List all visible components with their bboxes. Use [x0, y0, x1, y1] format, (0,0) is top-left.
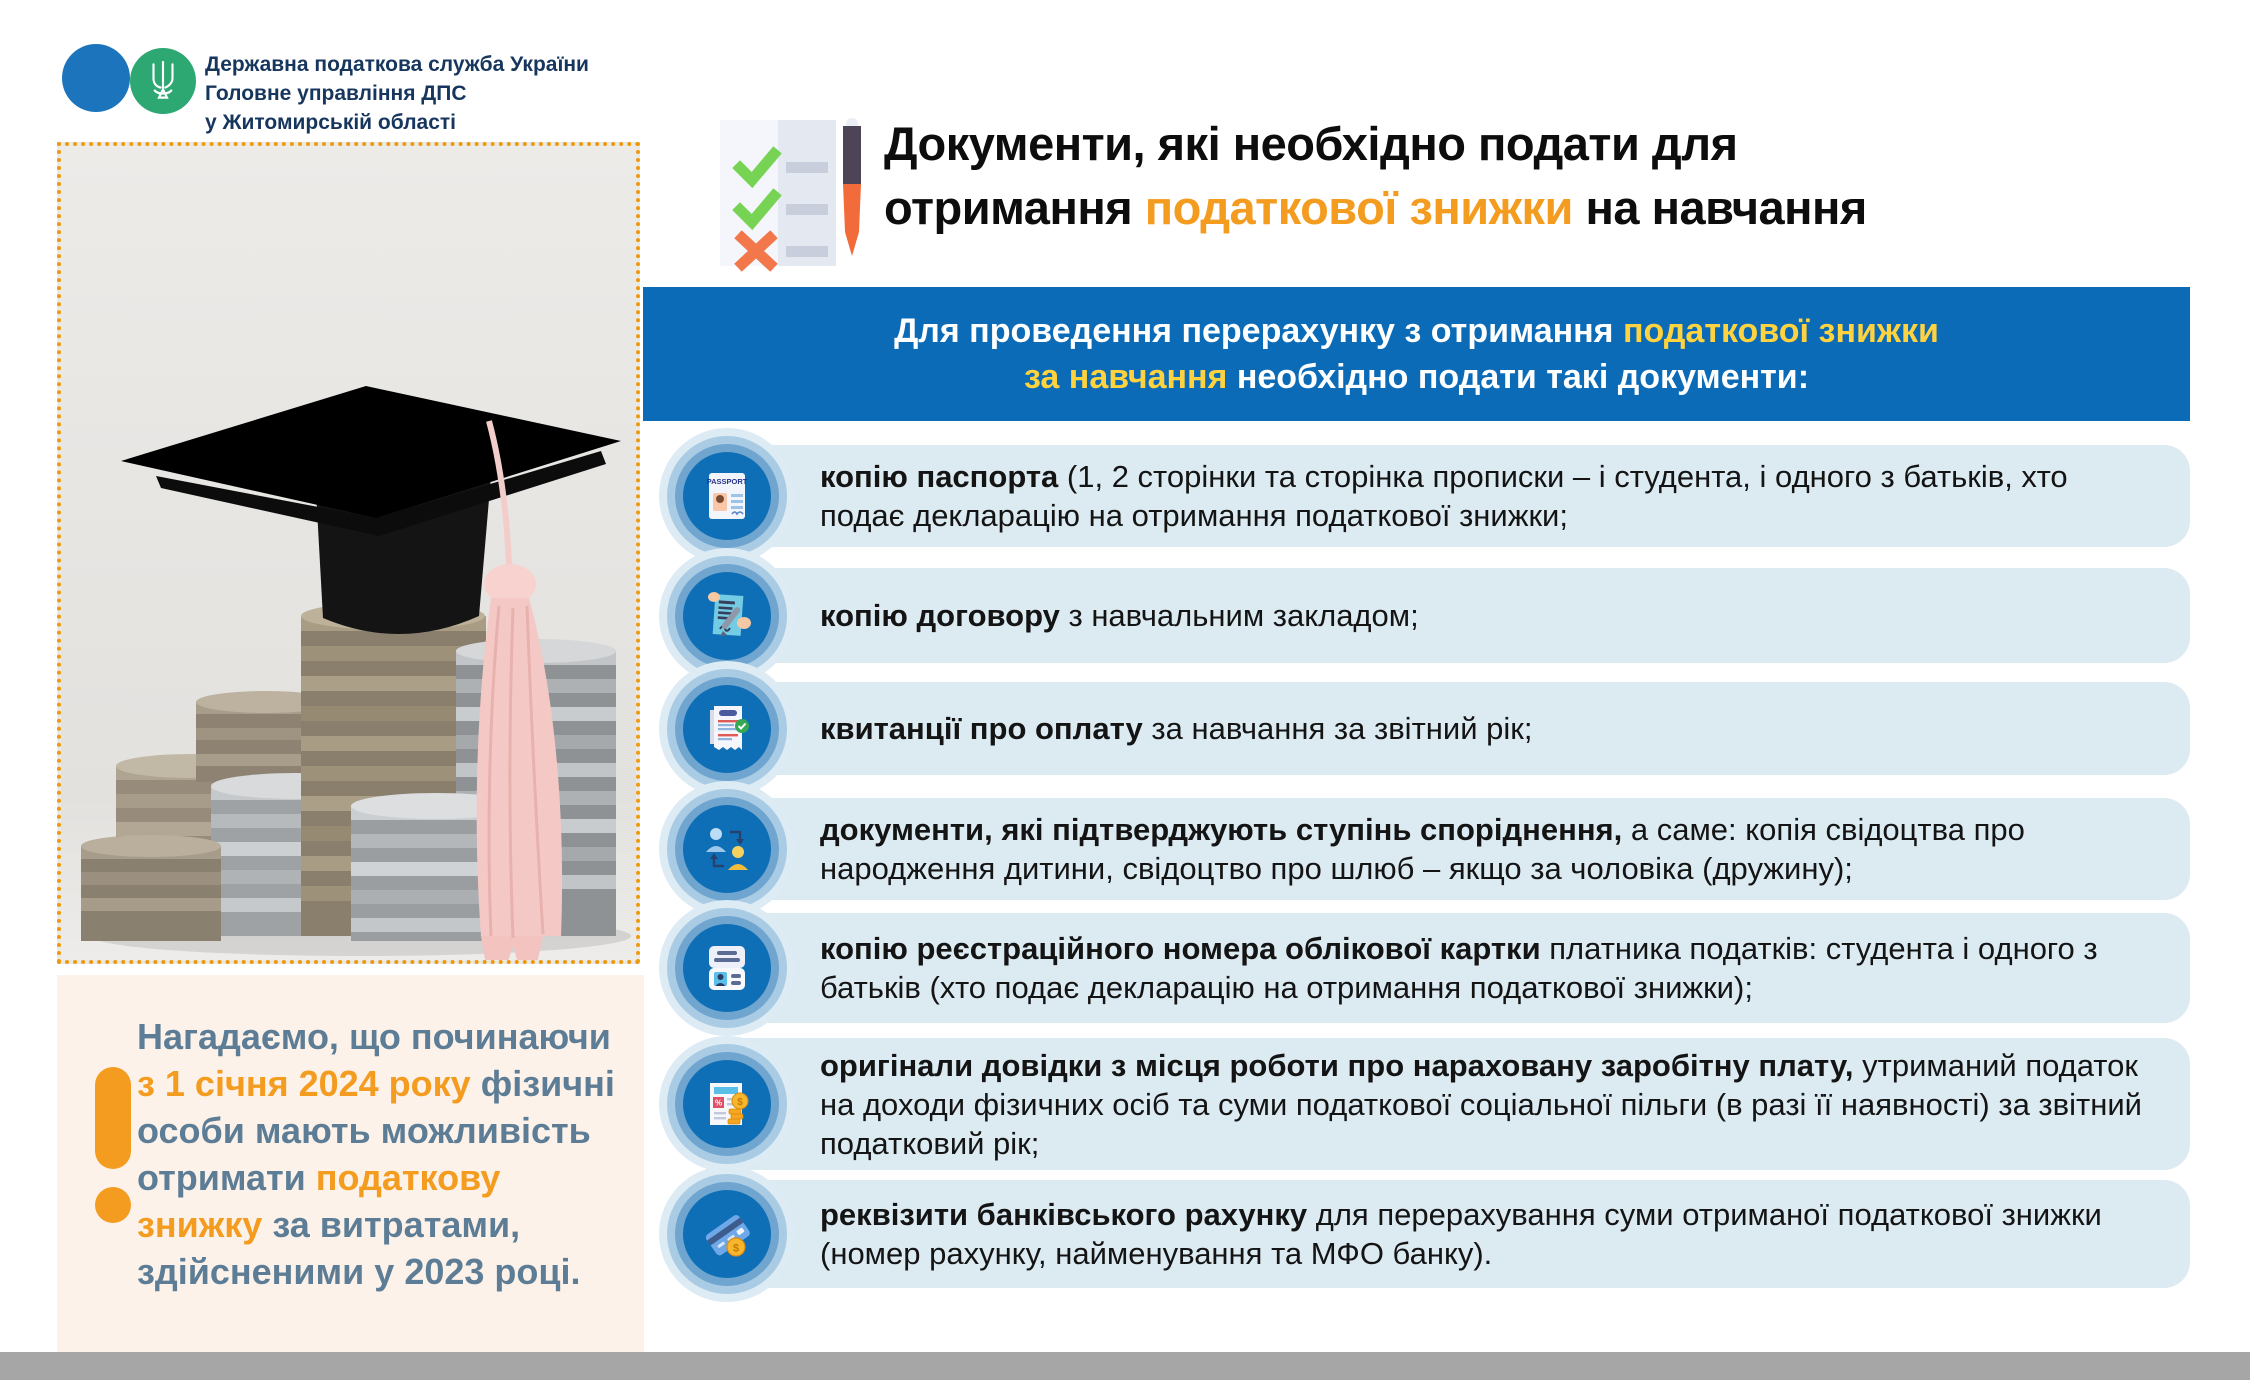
- document-item-box: [700, 1038, 2190, 1170]
- document-item: [643, 445, 2203, 547]
- title-line2-pre: отримання: [884, 181, 1145, 234]
- bank-account-icon: [683, 1190, 771, 1278]
- document-item-text: [700, 810, 2190, 888]
- org-line3: у Житомирській області: [205, 111, 457, 134]
- document-item-lead: оригінали довідки з місця роботи про нараховану заробітну плату,: [820, 1047, 1854, 1083]
- document-item-box: [700, 913, 2190, 1023]
- document-item-lead: копію договору: [820, 598, 1060, 633]
- trident-icon: [144, 60, 182, 102]
- document-item: [643, 1180, 2203, 1288]
- org-line2: Головне управління ДПС: [205, 82, 467, 105]
- document-item-box: [700, 568, 2190, 663]
- checklist-pen-icon: [706, 112, 868, 272]
- reminder-seg3: фізичні особи мають можливість отримати: [137, 1063, 615, 1198]
- document-item-lead: копію реєстраційного номера облікової картки: [820, 931, 1541, 966]
- graduation-cap-coins-photo: [57, 142, 640, 964]
- title-line1: Документи, які необхідно подати для: [884, 117, 1738, 170]
- document-item: [643, 1038, 2203, 1170]
- org-line1: Державна податкова служба України: [205, 53, 589, 76]
- svg-text:$: $: [737, 1097, 743, 1108]
- passport-icon: [683, 452, 771, 540]
- trident-logo-icon: [130, 48, 196, 114]
- document-item-rest: а саме: копія свідоцтва про народження дитини, свідоцтво про шлюб – якщо за чоловіка (дружину);: [820, 812, 2025, 886]
- reminder-seg5: за витратами, здійсненими у 2023 році.: [137, 1204, 581, 1292]
- page-title: [884, 112, 2224, 240]
- document-item-text: [700, 457, 2190, 535]
- reminder-seg1: Нагадаємо, що починаючи: [137, 1016, 611, 1057]
- banner-line2: [1024, 354, 1809, 400]
- document-item: [643, 913, 2203, 1023]
- document-item-box: [700, 1180, 2190, 1288]
- reminder-seg2: з 1 січня 2024 року: [137, 1063, 471, 1104]
- document-item-text: [700, 929, 2190, 1007]
- intro-banner: [643, 287, 2190, 421]
- banner-line2-highlight: за навчання: [1023, 358, 1228, 396]
- document-item: [643, 798, 2203, 900]
- document-item-text: [700, 1046, 2190, 1163]
- banner-line1-highlight: податкової знижки: [1622, 312, 1939, 350]
- logo-blue-circle: [62, 44, 130, 112]
- document-item-lead: документи, які підтверджують ступінь споріднення,: [820, 812, 1623, 847]
- footer-bar: [0, 1352, 2250, 1380]
- pen: [843, 118, 861, 256]
- document-item-box: [700, 682, 2190, 775]
- contract-signing-icon: [683, 572, 771, 660]
- banner-line1-pre: Для проведення перерахунку з отримання: [894, 312, 1623, 350]
- document-item-rest: з навчальним закладом;: [1059, 598, 1419, 633]
- document-item-box: [700, 445, 2190, 547]
- document-item-lead: квитанції про оплату: [820, 711, 1143, 746]
- document-item-lead: копію паспорта: [820, 459, 1059, 494]
- reminder-seg4: податкову знижку: [137, 1157, 501, 1245]
- organization-name: [205, 50, 589, 137]
- document-item-text: [700, 1195, 2190, 1273]
- kinship-icon: [683, 805, 771, 893]
- reminder-box: [57, 975, 644, 1352]
- taxpayer-card-icon: [683, 924, 771, 1012]
- document-item: [643, 682, 2203, 775]
- document-item-rest: платника податків: студента і одного з батьків (хто подає декларацію на отримання податкової знижки);: [820, 931, 2098, 1005]
- title-line2-highlight: податкової знижки: [1144, 181, 1573, 234]
- salary-certificate-icon: [683, 1060, 771, 1148]
- exclamation-icon: [95, 1067, 131, 1169]
- svg-text:$: $: [732, 1242, 740, 1255]
- document-item-lead: реквізити банківського рахунку: [820, 1197, 1308, 1232]
- title-line2: [884, 176, 2224, 240]
- payment-receipt-icon: [683, 685, 771, 773]
- document-item: [643, 568, 2203, 663]
- document-item-rest: за навчання за звітний рік;: [1142, 711, 1533, 746]
- banner-line1: [894, 308, 1939, 354]
- svg-text:%: %: [714, 1098, 723, 1108]
- banner-line2-post: необхідно подати такі документи:: [1227, 358, 1810, 396]
- title-line2-post: на навчання: [1572, 181, 1867, 234]
- document-item-rest: утриманий податок на доходи фізичних осіб та суми податкової соціальної пільги (в разі її наявності) за звітний податковий рік;: [820, 1047, 2142, 1161]
- document-item-rest: для перерахування суми отриманої податкової знижки (номер рахунку, найменування та МФО банку).: [820, 1197, 2102, 1271]
- document-item-text: [700, 596, 1459, 635]
- document-item-text: [700, 709, 1572, 748]
- document-item-box: [700, 798, 2190, 900]
- exclamation-dot: [95, 1187, 131, 1223]
- reminder-text: [137, 1013, 629, 1295]
- document-item-rest: (1, 2 сторінки та сторінка прописки – і студента, і одного з батьків, хто подає декларацію на отримання податкової знижки;: [820, 459, 2068, 533]
- passport-label: PASSPORT: [706, 477, 748, 486]
